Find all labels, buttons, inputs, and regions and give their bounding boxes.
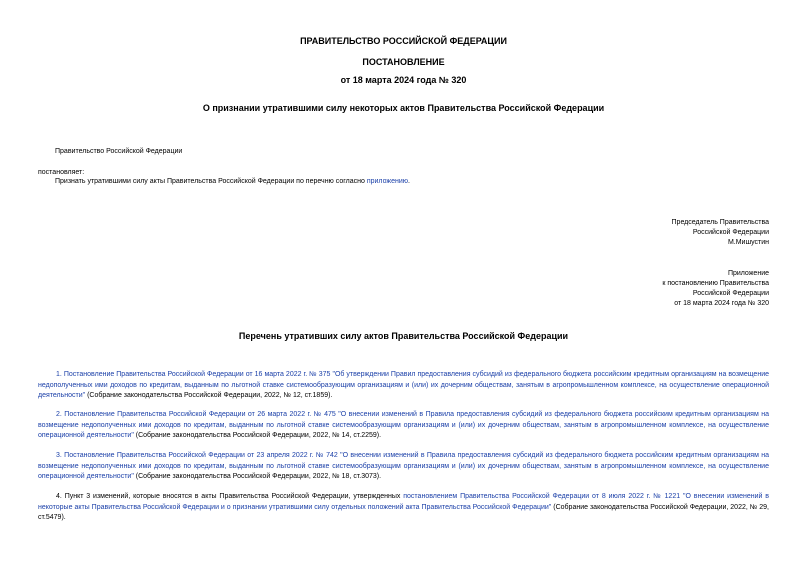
signature-block <box>672 218 769 248</box>
item-3-source: (Собрание законодательства Российской Федерации, 2022, № 18, ст.3073). <box>133 473 382 480</box>
list-item <box>38 370 769 402</box>
signature-position: Председатель Правительства <box>671 219 769 226</box>
item-2-link[interactable]: 2. Постановление Правительства Российской Федерации от 26 марта 2022 г. № 475 "О внесении изменений в Правила предоставления субсидий из федерального бюджета российским кредитным организациям на возмещение недополученных ими доходов по кредитам, выданным по льготной ставке системообразующим организациям и (или) их дочерним обществам, занятым в агропромышленном комплексе, на осуществление операционной деятельности" <box>38 411 769 439</box>
decision-text: Признать утратившими силу акты Правительства Российской Федерации по перечню согласно <box>55 178 367 185</box>
list-item <box>38 451 769 483</box>
item-1-link[interactable]: 1. Постановление Правительства Российской Федерации от 16 марта 2022 г. № 375 "Об утверждении Правил предоставления субсидий из федерального бюджета российским кредитным организациям на возмещение недополученных ими доходов по кредитам, выданным по льготной ставке системообразующим организациям и (или) их дочерним обществам, занятым в агропромышленном комплексе, на осуществление операционной деятельности" <box>38 371 769 399</box>
list-item <box>38 492 769 524</box>
item-3-link[interactable]: 3. Постановление Правительства Российской Федерации от 23 апреля 2022 г. № 742 "О внесении изменений в Правила предоставления субсидий из федерального бюджета российским кредитным организациям на возмещение недополученных ими доходов по кредитам, выданным по льготной ставке системообразующим организациям и (или) их дочерним обществам, занятым в агропромышленном комплексе, на осуществление операционной деятельности" <box>38 452 769 480</box>
document-subject: О признании утратившими силу некоторых актов Правительства Российской Федерации <box>202 103 605 113</box>
item-4-link[interactable]: постановлением Правительства Российской Федерации от 8 июля 2022 г. № 1221 "О внесении изменений в некоторые акты Правительства Российской Федерации и о признании утратившими силу отдельных положений акта Правительства Российской Федерации" <box>38 493 770 511</box>
appendix-link[interactable]: приложению <box>366 178 408 185</box>
appendix-reference <box>662 269 769 309</box>
appendix-to: к постановлению Правительства <box>662 280 769 287</box>
government-heading: ПРАВИТЕЛЬСТВО РОССИЙСКОЙ ФЕДЕРАЦИИ <box>300 36 507 46</box>
item-4-source: (Собрание законодательства Российской Федерации, 2022, № 29, ст.5479). <box>38 503 769 521</box>
decision-end: . <box>408 178 410 185</box>
signature-org: Российской Федерации <box>692 229 769 236</box>
item-4-pre: 4. Пункт 3 изменений, которые вносятся в акты Правительства Российской Федерации, утвержденных <box>56 493 404 500</box>
list-item <box>38 410 769 442</box>
document-date-number: от 18 марта 2024 года № 320 <box>340 75 467 85</box>
appendix-label: Приложение <box>727 270 769 277</box>
item-2-source: (Собрание законодательства Российской Федерации, 2022, № 14, ст.2259). <box>133 432 382 439</box>
item-1-source: (Собрание законодательства Российской Федерации, 2022, № 12, ст.1859). <box>85 392 333 399</box>
signature-name: М.Мишустин <box>727 239 769 246</box>
appendix-org: Российской Федерации <box>692 290 769 297</box>
intro-text: Правительство Российской Федерации <box>55 148 183 155</box>
decision-paragraph <box>55 177 410 186</box>
appendix-date: от 18 марта 2024 года № 320 <box>674 300 769 307</box>
list-title: Перечень утративших силу актов Правительства Российской Федерации <box>238 331 569 341</box>
document-type: ПОСТАНОВЛЕНИЕ <box>362 57 445 67</box>
resolves-text: постановляет: <box>38 169 85 176</box>
